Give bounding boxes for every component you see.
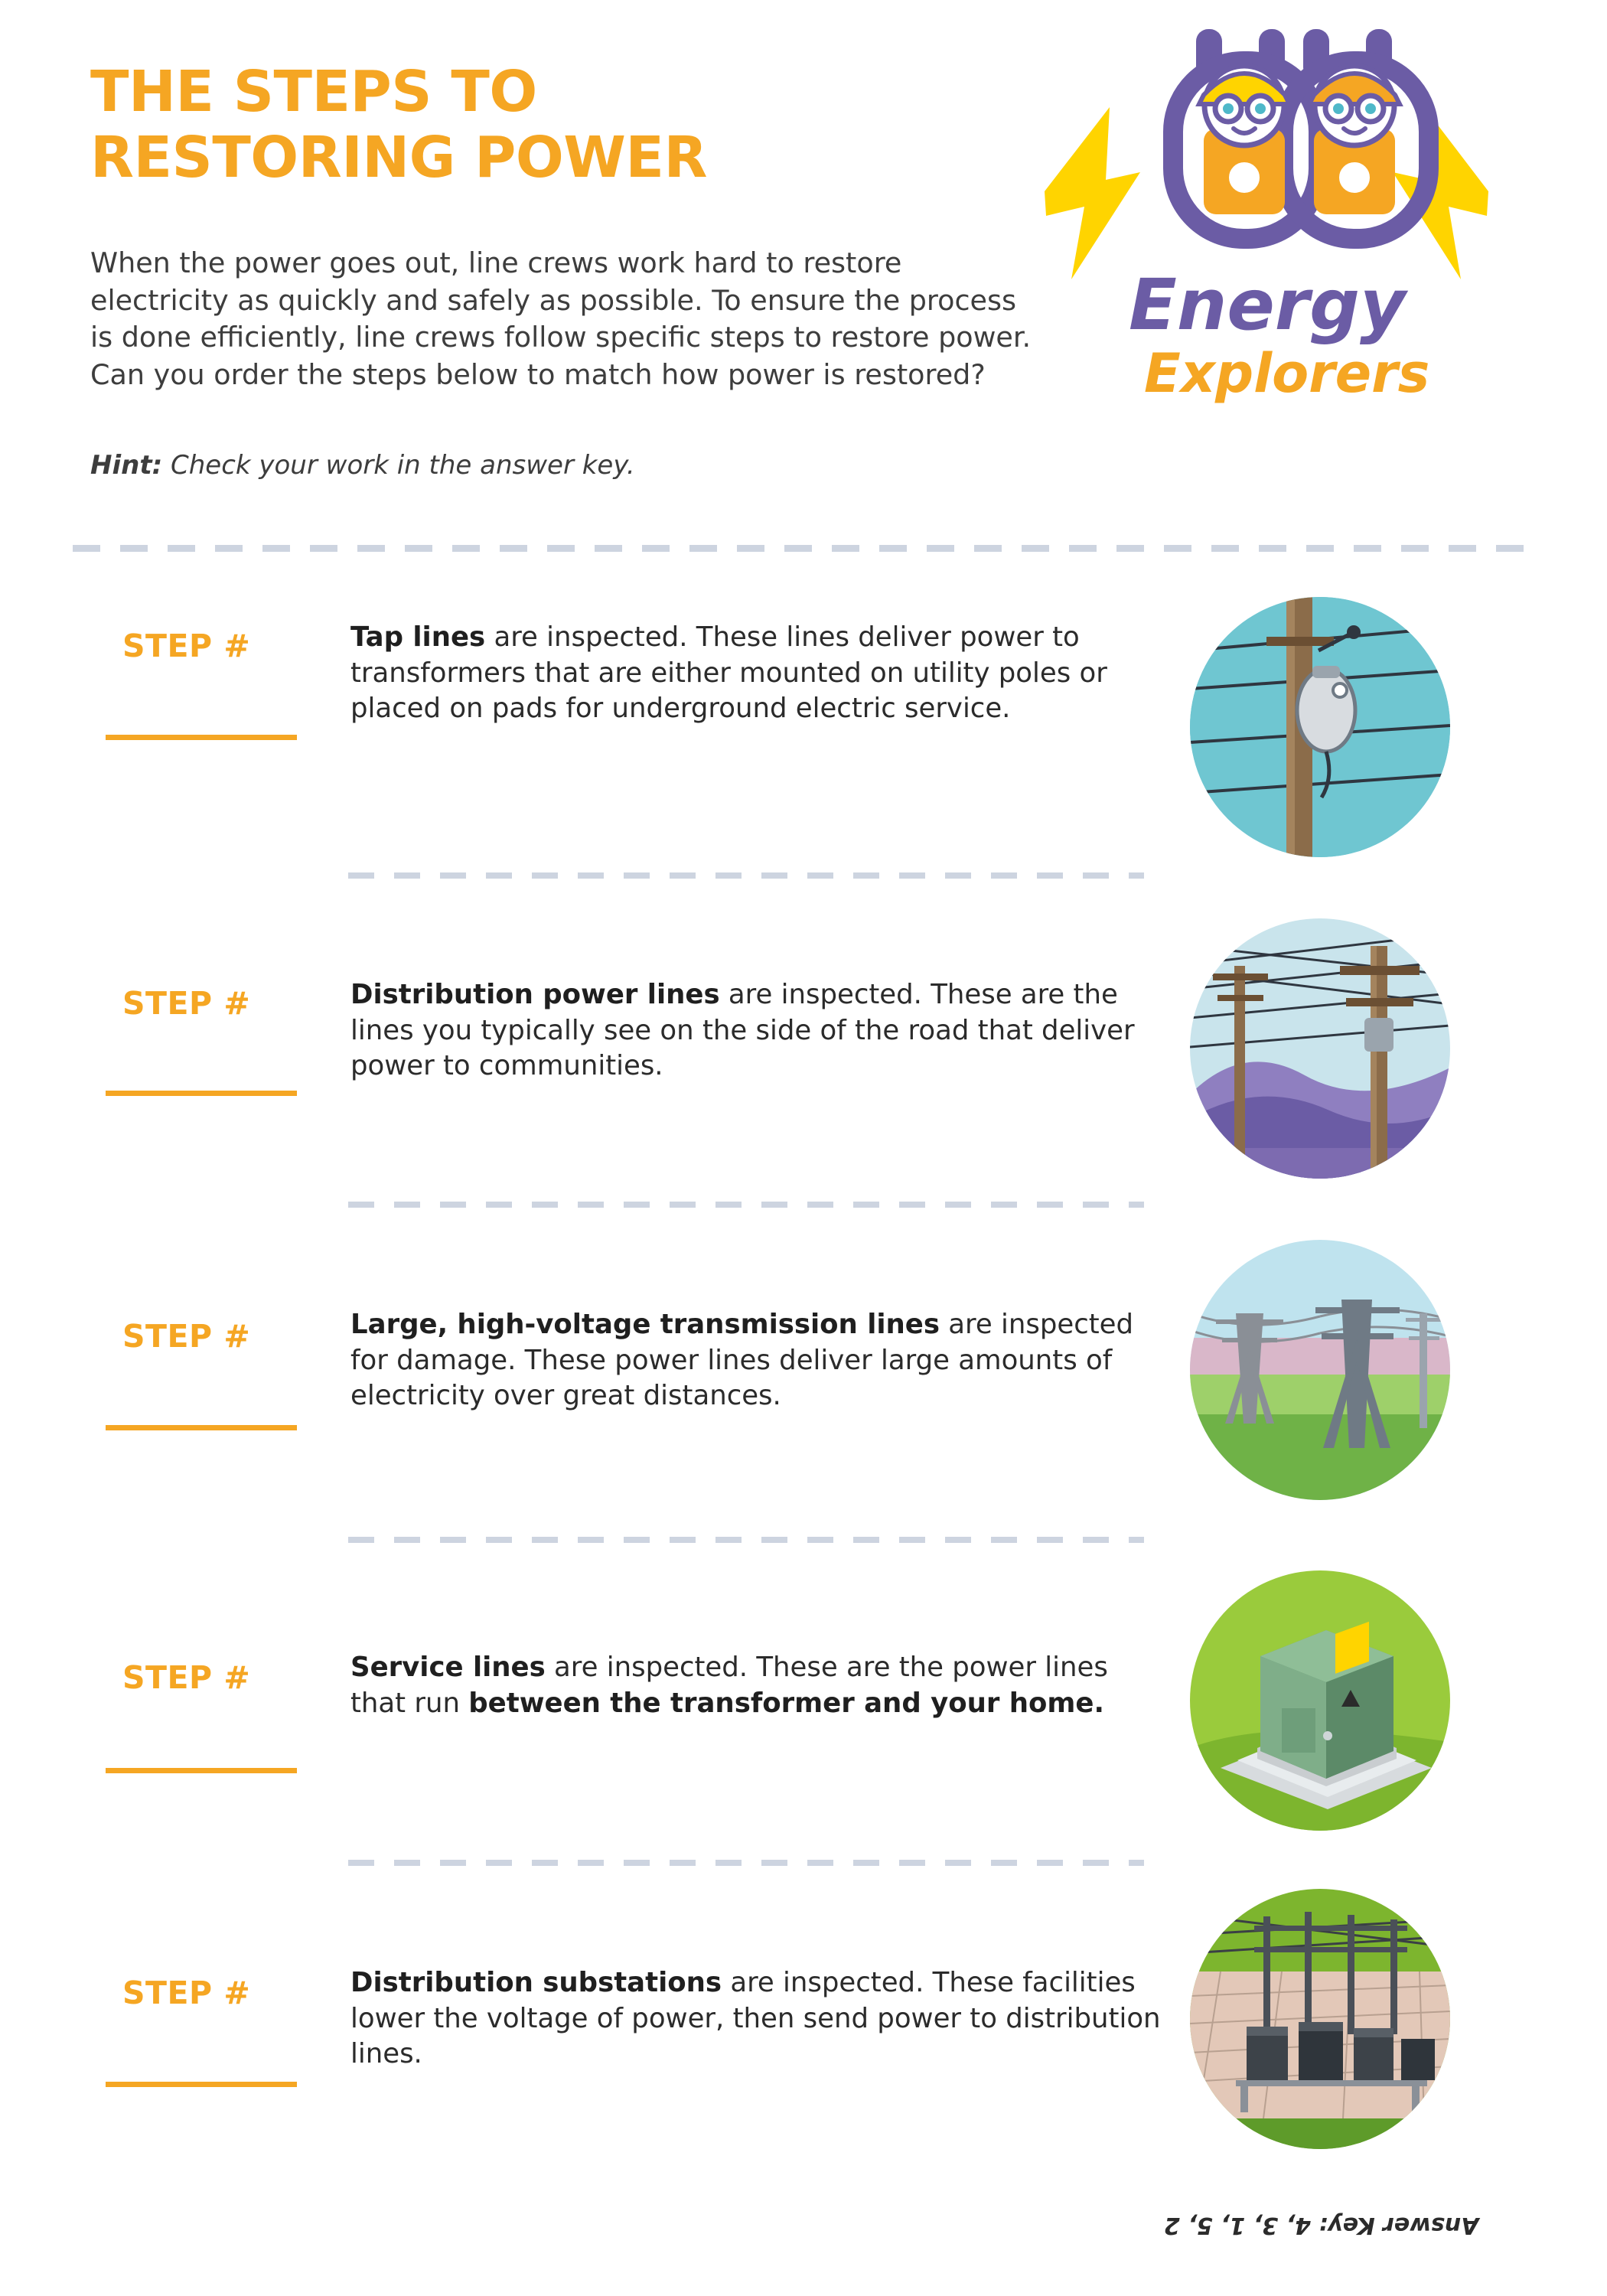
step-5-answer-blank[interactable] (106, 2082, 297, 2087)
step-4-description (350, 1650, 1162, 1721)
step-5-label: STEP # (122, 1975, 251, 2011)
substation-photo (1190, 1889, 1450, 2149)
lightning-bolt-right-icon (1393, 107, 1488, 279)
logo-word-energy: Energy (1129, 264, 1406, 346)
step-3-label: STEP # (122, 1318, 251, 1355)
step-1-text: are inspected. These lines deliver power to transformers that are either mounted on utility poles or placed on pads for underground electric service. (350, 621, 1107, 724)
divider-2 (348, 1202, 1144, 1208)
lightning-bolt-left-icon (1045, 107, 1140, 279)
page-title (90, 60, 1009, 191)
page-title-line2: RESTORING POWER (90, 124, 707, 191)
divider-4 (348, 1860, 1144, 1866)
step-row-5 (0, 1906, 1607, 2158)
hint-text: Check your work in the answer key. (170, 450, 635, 481)
step-4-bold-tail: between the transformer and your home. (468, 1687, 1104, 1719)
answer-key: Answer Key: 4, 3, 1, 5, 2 (1163, 2212, 1478, 2239)
transmission-towers-photo (1190, 1240, 1450, 1500)
header (0, 0, 1607, 520)
step-row-1 (0, 605, 1607, 857)
mascot-right-icon (1309, 66, 1400, 214)
pad-mount-transformer-photo (1190, 1570, 1450, 1831)
logo-word-explorers: Explorers (1144, 342, 1430, 405)
energy-explorers-logo (999, 15, 1527, 459)
step-5-bold-lead: Distribution substations (350, 1967, 722, 1998)
step-2-bold-lead: Distribution power lines (350, 979, 720, 1010)
page-title-line1: THE STEPS TO (90, 59, 537, 125)
step-4-answer-blank[interactable] (106, 1768, 297, 1773)
hint-line (90, 450, 932, 481)
intro-paragraph: When the power goes out, line crews work hard to restore electricity as quickly and safely as possible. To ensure the process is done efficiently, line crews follow specific steps to restore power. Can you order the steps below to match how power is restored? (90, 246, 1032, 391)
step-3-description (350, 1307, 1162, 1414)
step-1-answer-blank[interactable] (106, 735, 297, 740)
step-2-description (350, 977, 1162, 1084)
step-2-text: are inspected. These are the lines you typically see on the side of the road that deliver power to communities. (350, 979, 1135, 1081)
step-1-description (350, 620, 1162, 727)
step-4-text: are inspected. These are the power lines that run (350, 1652, 1108, 1719)
step-3-answer-blank[interactable] (106, 1425, 297, 1430)
step-row-2 (0, 930, 1607, 1182)
step-1-bold-lead: Tap lines (350, 621, 486, 653)
hint-label: Hint: (90, 450, 163, 481)
divider-top (73, 545, 1534, 552)
pole-transformer-photo (1190, 597, 1450, 857)
step-5-text: are inspected. These facilities lower the voltage of power, then send power to distribution lines. (350, 1967, 1161, 2069)
step-4-bold-lead: Service lines (350, 1652, 546, 1683)
divider-3 (348, 1537, 1144, 1543)
step-1-label: STEP # (122, 628, 251, 664)
step-2-answer-blank[interactable] (106, 1091, 297, 1096)
divider-1 (348, 872, 1144, 879)
step-3-bold-lead: Large, high-voltage transmission lines (350, 1309, 940, 1340)
step-2-label: STEP # (122, 985, 251, 1022)
step-3-text: are inspected for damage. These power lines deliver large amounts of electricity over great distances. (350, 1309, 1134, 1411)
distribution-lines-photo (1190, 918, 1450, 1179)
step-5-description (350, 1965, 1162, 2073)
step-4-label: STEP # (122, 1659, 251, 1696)
step-row-4 (0, 1586, 1607, 1838)
mascot-left-icon (1199, 66, 1289, 214)
step-row-3 (0, 1255, 1607, 1515)
